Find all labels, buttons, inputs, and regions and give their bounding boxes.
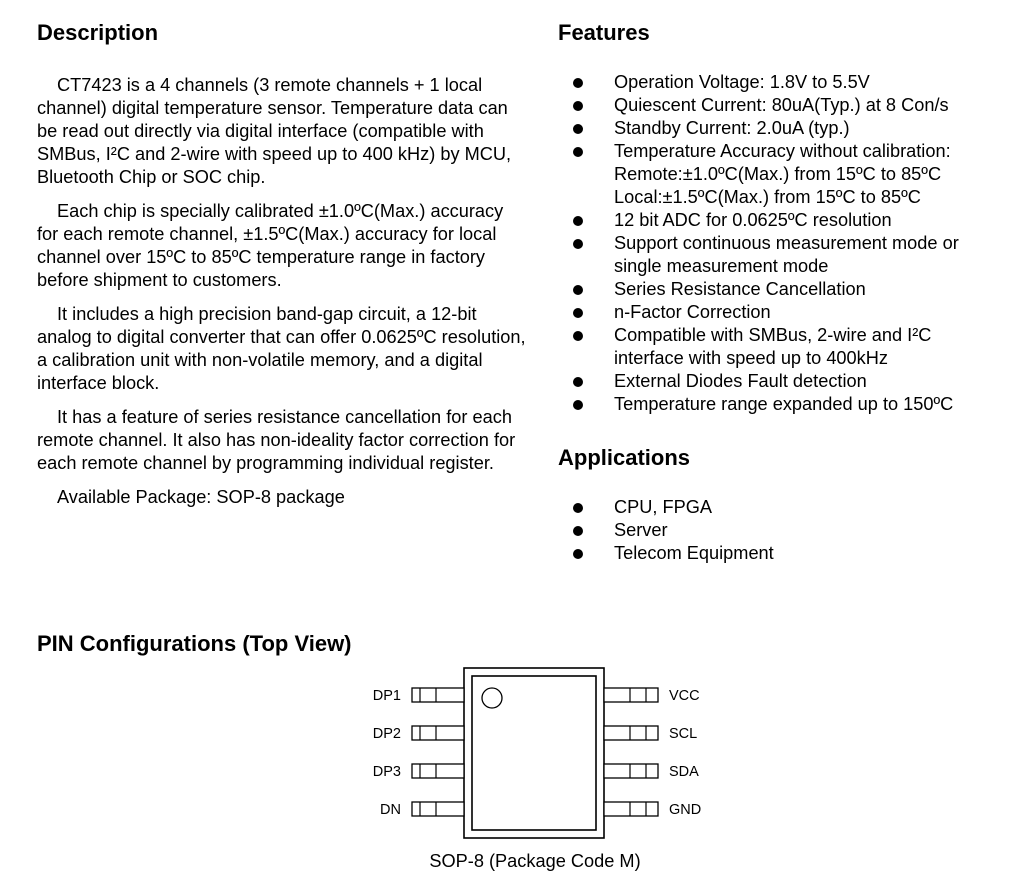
list-item	[558, 301, 1028, 324]
pin-lead	[604, 688, 658, 702]
description-paragraph: CT7423 is a 4 channels (3 remote channels + 1 local channel) digital temperature sensor. Temperature data can be read out directly via digital interface (compatible with SMBus, I²C and 2-wire with speed up to 400 kHz) by MCU, Bluetooth Chip or SOC chip.	[37, 75, 512, 187]
pin-config-heading: PIN Configurations (Top View)	[37, 631, 352, 656]
list-item-text: Series Resistance Cancellation	[614, 279, 866, 299]
pin-label: DN	[380, 802, 401, 818]
pin-left-4	[380, 802, 464, 818]
description-paragraph: Each chip is specially calibrated ±1.0ºC(Max.) accuracy for each remote channel, ±1.5ºC(Max.) accuracy for local channel over 15ºC to 85ºC temperature range in factory before shipment to customers.	[37, 201, 504, 290]
list-item	[558, 71, 1028, 94]
list-item	[558, 278, 1028, 301]
bullet-icon	[573, 216, 583, 226]
list-item-text: single measurement mode	[614, 256, 829, 276]
list-item-text: Temperature Accuracy without calibration:	[614, 141, 951, 161]
features-heading: Features	[558, 20, 650, 45]
package-caption: SOP-8 (Package Code M)	[429, 851, 641, 871]
package-body	[472, 676, 596, 830]
pin-label: SDA	[669, 764, 699, 780]
bullet-icon	[573, 285, 583, 295]
pin-label: SCL	[669, 726, 698, 742]
list-item-text: n-Factor Correction	[614, 302, 771, 322]
list-item-text: Quiescent Current: 80uA(Typ.) at 8 Con/s	[614, 95, 949, 115]
list-item-text: External Diodes Fault detection	[614, 371, 867, 391]
bullet-icon	[573, 503, 583, 513]
right-pins	[604, 688, 701, 818]
pin-left-1	[373, 688, 464, 704]
features-list	[558, 71, 1028, 416]
pin-label: DP2	[372, 726, 401, 742]
available-package: Available Package: SOP-8 package	[57, 487, 345, 507]
list-item	[558, 324, 1028, 370]
list-item-text: Temperature range expanded up to 150ºC	[614, 394, 954, 414]
description-paragraph: It has a feature of series resistance cancellation for each remote channel. It also has non-ideality factor correction for each remote channel by programming individual register.	[37, 407, 516, 473]
pin-right-2	[604, 726, 697, 742]
pin-label: DP1	[372, 688, 401, 704]
description-heading: Description	[37, 20, 159, 45]
list-item	[558, 496, 1028, 519]
pin-left-2	[373, 726, 464, 742]
list-item	[558, 393, 1028, 416]
bullet-icon	[573, 124, 583, 134]
list-item-text: Standby Current: 2.0uA (typ.)	[614, 118, 850, 138]
list-item-text: 12 bit ADC for 0.0625ºC resolution	[614, 210, 892, 230]
pin-lead	[604, 764, 658, 778]
pin-label: DP3	[372, 764, 401, 780]
list-item-text: Telecom Equipment	[614, 543, 774, 563]
list-item-text: CPU, FPGA	[614, 497, 713, 517]
applications-heading: Applications	[558, 445, 691, 470]
bullet-icon	[573, 147, 583, 157]
list-item	[558, 209, 1028, 232]
pin-right-4	[604, 802, 701, 818]
list-item	[558, 370, 1028, 393]
list-item-text: Server	[614, 520, 668, 540]
list-item-text: Local:±1.5ºC(Max.) from 15ºC to 85ºC	[614, 187, 921, 207]
left-pins	[373, 688, 464, 818]
bullet-icon	[573, 308, 583, 318]
bullet-icon	[573, 239, 583, 249]
list-item	[558, 140, 1028, 209]
description-body	[37, 74, 527, 520]
pin-lead	[604, 802, 658, 816]
sop8-pin-diagram	[340, 660, 740, 845]
list-item-text: interface with speed up to 400kHz	[614, 348, 888, 368]
pin-lead	[604, 726, 658, 740]
list-item-text: Compatible with SMBus, 2-wire and I²C	[614, 325, 932, 345]
list-item	[558, 542, 1028, 565]
list-item-text: Support continuous measurement mode or	[614, 233, 959, 253]
bullet-icon	[573, 377, 583, 387]
bullet-icon	[573, 78, 583, 88]
description-paragraph: It includes a high precision band-gap circuit, a 12-bit analog to digital converter that can offer 0.0625ºC resolution, a calibration unit with non-volatile memory, and a digital interface block.	[37, 304, 526, 393]
list-item	[558, 117, 1028, 140]
list-item	[558, 232, 1028, 278]
bullet-icon	[573, 526, 583, 536]
pin-left-3	[373, 764, 464, 780]
bullet-icon	[573, 101, 583, 111]
bullet-icon	[573, 331, 583, 341]
list-item	[558, 519, 1028, 542]
list-item-text: Operation Voltage: 1.8V to 5.5V	[614, 72, 870, 92]
list-item-text: Remote:±1.0ºC(Max.) from 15ºC to 85ºC	[614, 164, 942, 184]
bullet-icon	[573, 400, 583, 410]
pin-right-1	[604, 688, 700, 704]
pin-right-3	[604, 764, 699, 780]
applications-list	[558, 496, 1028, 565]
bullet-icon	[573, 549, 583, 559]
pin-label: VCC	[669, 688, 700, 704]
list-item	[558, 94, 1028, 117]
pin-label: GND	[669, 802, 702, 818]
